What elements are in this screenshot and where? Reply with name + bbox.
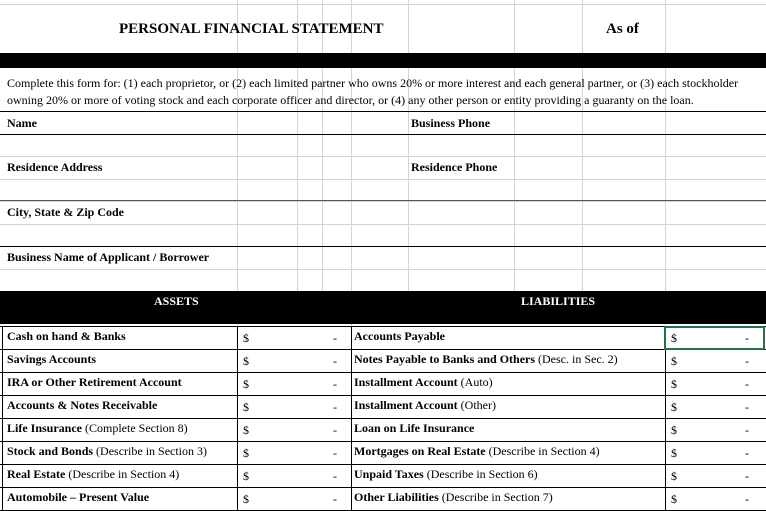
empty-value: - xyxy=(745,331,749,345)
currency-symbol: $ xyxy=(671,469,677,483)
empty-value: - xyxy=(333,331,337,345)
instructions-text: Complete this form for: (1) each proprietor, or (2) each limited partner who owns 20% or more interest and each general partner, or (3) each stockholder owning 20% or more of voting stock and each corporate officer and director, or (4) any other person or entity providing a guaranty on the loan. xyxy=(7,76,739,107)
city-state-zip-field[interactable] xyxy=(0,224,766,246)
assets-row-label xyxy=(7,375,182,390)
liabilities-item-desc: (Desc. in Sec. 2) xyxy=(535,352,618,366)
liabilities-item-name: Installment Account xyxy=(354,398,458,412)
liabilities-item-name: Notes Payable to Banks and Others xyxy=(354,352,536,366)
currency-symbol: $ xyxy=(243,492,249,506)
as-of-date-field[interactable] xyxy=(665,6,765,52)
liabilities-value-cell[interactable] xyxy=(666,465,765,487)
liabilities-item-name: Accounts Payable xyxy=(354,329,445,343)
currency-symbol: $ xyxy=(671,492,677,506)
currency-symbol: $ xyxy=(243,446,249,460)
assets-item-desc: (Complete Section 8) xyxy=(82,421,188,435)
residence-phone-label: Residence Phone xyxy=(411,160,498,174)
liabilities-item-name: Installment Account xyxy=(354,375,458,389)
assets-item-name: Cash on hand & Banks xyxy=(7,329,126,343)
liabilities-row-label xyxy=(354,467,538,482)
empty-value: - xyxy=(745,446,749,460)
empty-value: - xyxy=(333,469,337,483)
empty-value: - xyxy=(745,492,749,506)
liabilities-item-name: Other Liabilities xyxy=(354,490,439,504)
business-name-field[interactable] xyxy=(237,247,766,269)
empty-value: - xyxy=(333,423,337,437)
assets-row-label xyxy=(7,421,188,436)
selected-cell[interactable] xyxy=(664,326,765,350)
empty-value: - xyxy=(333,400,337,414)
assets-item-name: Real Estate xyxy=(7,467,66,481)
liabilities-item-desc: (Auto) xyxy=(457,375,493,389)
liabilities-item-desc: (Describe in Section 6) xyxy=(423,467,538,481)
page-title: PERSONAL FINANCIAL STATEMENT xyxy=(119,21,384,37)
liabilities-item-desc: (Describe in Section 7) xyxy=(438,490,553,504)
currency-symbol: $ xyxy=(671,400,677,414)
currency-symbol: $ xyxy=(671,377,677,391)
assets-heading: ASSETS xyxy=(154,294,199,308)
liabilities-value-cell[interactable] xyxy=(666,350,765,372)
liabilities-heading: LIABILITIES xyxy=(521,294,596,308)
empty-value: - xyxy=(745,377,749,391)
residence-address-label: Residence Address xyxy=(7,160,103,174)
currency-symbol: $ xyxy=(671,423,677,437)
currency-symbol: $ xyxy=(671,331,677,345)
liabilities-value-cell[interactable] xyxy=(666,373,765,395)
residence-address-field[interactable] xyxy=(0,179,766,200)
empty-value: - xyxy=(745,423,749,437)
liabilities-value-cell[interactable] xyxy=(666,419,765,441)
business-name-label: Business Name of Applicant / Borrower xyxy=(7,250,210,264)
liabilities-row-label xyxy=(354,490,553,505)
residence-phone-field[interactable] xyxy=(514,157,766,179)
currency-symbol: $ xyxy=(243,331,249,345)
currency-symbol: $ xyxy=(243,469,249,483)
assets-item-name: Automobile – Present Value xyxy=(7,490,150,504)
liabilities-row-label xyxy=(354,329,445,344)
business-phone-field[interactable] xyxy=(514,113,766,134)
assets-row-label xyxy=(7,329,126,344)
assets-item-name: Life Insurance xyxy=(7,421,82,435)
liabilities-row-label xyxy=(354,398,496,413)
liabilities-item-desc: (Other) xyxy=(457,398,496,412)
liabilities-item-name: Unpaid Taxes xyxy=(354,467,424,481)
name-field[interactable] xyxy=(0,134,766,156)
assets-row-label xyxy=(7,490,149,505)
currency-symbol: $ xyxy=(243,377,249,391)
assets-item-desc: (Describe in Section 4) xyxy=(65,467,180,481)
assets-item-name: Stock and Bonds xyxy=(7,444,94,458)
assets-row-label xyxy=(7,352,96,367)
currency-symbol: $ xyxy=(671,446,677,460)
liabilities-row-label xyxy=(354,352,618,367)
liabilities-item-desc: (Describe in Section 4) xyxy=(485,444,600,458)
currency-symbol: $ xyxy=(243,423,249,437)
as-of-label: As of xyxy=(606,21,639,37)
section-header-band xyxy=(0,291,766,324)
assets-row-label xyxy=(7,467,179,482)
assets-item-name: Accounts & Notes Receivable xyxy=(7,398,158,412)
currency-symbol: $ xyxy=(243,354,249,368)
empty-value: - xyxy=(745,354,749,368)
header-divider-band xyxy=(0,53,766,68)
assets-item-name: Savings Accounts xyxy=(7,352,97,366)
liabilities-row-label xyxy=(354,375,493,390)
assets-item-name: IRA or Other Retirement Account xyxy=(7,375,182,389)
currency-symbol: $ xyxy=(243,400,249,414)
liabilities-row-label xyxy=(354,444,600,459)
empty-value: - xyxy=(333,492,337,506)
currency-symbol: $ xyxy=(671,354,677,368)
liabilities-item-name: Mortgages on Real Estate xyxy=(354,444,486,458)
assets-row-label xyxy=(7,398,157,413)
liabilities-value-cell[interactable] xyxy=(666,442,765,464)
city-state-zip-label: City, State & Zip Code xyxy=(7,205,124,219)
empty-value: - xyxy=(745,400,749,414)
empty-value: - xyxy=(333,354,337,368)
name-label: Name xyxy=(7,116,37,130)
assets-item-desc: (Describe in Section 3) xyxy=(93,444,208,458)
assets-row-label xyxy=(7,444,207,459)
liabilities-value-cell[interactable] xyxy=(666,488,765,510)
liabilities-value-cell[interactable] xyxy=(666,396,765,418)
empty-value: - xyxy=(333,446,337,460)
empty-value: - xyxy=(745,469,749,483)
empty-value: - xyxy=(333,377,337,391)
liabilities-row-label xyxy=(354,421,474,436)
business-phone-label: Business Phone xyxy=(411,116,491,130)
liabilities-item-name: Loan on Life Insurance xyxy=(354,421,475,435)
